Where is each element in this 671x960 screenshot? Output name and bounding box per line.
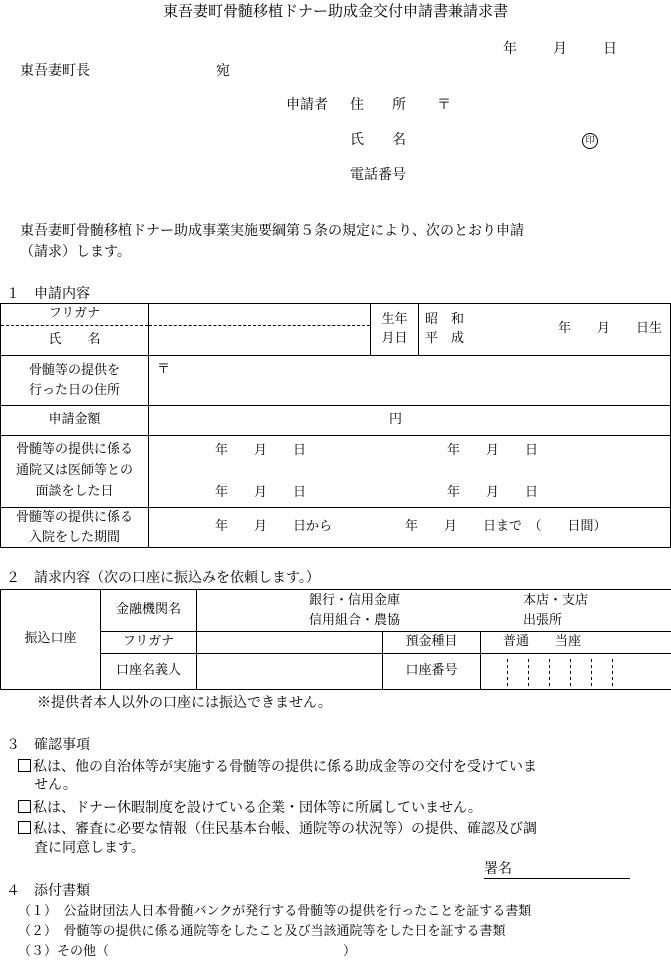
addressee-name: 東吾妻町長 [20, 63, 90, 79]
application-table [0, 303, 671, 548]
visit-label: 骨髄等の提供に係る 通院又は医師等との 面談をした日 [1, 436, 149, 508]
applicant-seal: 印 [582, 132, 598, 149]
applicant-name-label: 氏 名 [350, 132, 406, 148]
confirm-item-1-cont: せん。 [34, 777, 77, 793]
account-number-field[interactable] [481, 654, 671, 690]
address-label: 骨髄等の提供を 行った日の住所 [1, 356, 149, 406]
name-field[interactable] [149, 326, 371, 356]
visit-date-4[interactable]: 年 月 日 [447, 485, 539, 500]
holder-label: 口座名義人 [101, 654, 197, 690]
name-label: 氏 名 [1, 326, 149, 356]
signature-line[interactable] [484, 862, 630, 879]
attachment-1: （１） 公益財団法人日本骨髄バンクが発行する骨髄等の提供を行ったことを証する書類 [18, 904, 532, 919]
confirm-item-3[interactable]: 私は、審査に必要な情報（住民基本台帳、通院等の状況等）の提供、確認及び調 [18, 821, 537, 836]
bank-type-1: 銀行・信用金庫 [309, 593, 401, 608]
stay-label: 骨髄等の提供に係る 入院をした期間 [1, 508, 149, 548]
account-label: 振込口座 [1, 590, 101, 690]
amount-unit: 円 [389, 412, 403, 428]
checkbox-1[interactable] [18, 759, 31, 772]
checkbox-3[interactable] [18, 821, 31, 834]
signature-label: 署名 [484, 861, 512, 877]
date-month: 月 [553, 41, 567, 57]
visit-date-3[interactable]: 年 月 日 [215, 485, 307, 500]
confirm-item-3-cont: 査に同意します。 [34, 840, 145, 856]
birth-date[interactable]: 年 月 日生 [471, 304, 671, 356]
date-year: 年 [503, 41, 517, 57]
account-furigana-field[interactable] [197, 632, 383, 654]
stay-period[interactable] [149, 508, 671, 548]
bank-field[interactable] [197, 590, 671, 632]
attachment-3[interactable]: （３）その他（ ） [18, 944, 357, 959]
visit-date-2[interactable]: 年 月 日 [447, 443, 539, 458]
confirm-item-1[interactable]: 私は、他の自治体等が実施する骨髄等の提供に係る助成金等の交付を受けていま [18, 759, 537, 774]
account-table [0, 589, 671, 690]
postal-mark: 〒 [157, 362, 171, 377]
intro-line1: 東吾妻町骨髄移植ドナー助成事業実施要綱第５条の規定により、次のとおり申請 [20, 223, 524, 239]
section1-heading: １ 申請内容 [6, 286, 90, 302]
amount-field[interactable] [149, 406, 671, 436]
applicant-postal-mark: 〒 [437, 97, 451, 113]
addressee-suffix: 宛 [216, 63, 230, 79]
number-label: 口座番号 [383, 654, 481, 690]
applicant-phone-label: 電話番号 [350, 167, 406, 183]
address-field[interactable] [149, 356, 671, 406]
era-options[interactable]: 昭 和 平 成 [419, 304, 471, 356]
applicant-address-label: 住 所 [350, 97, 406, 113]
visit-dates[interactable] [149, 436, 671, 508]
account-furigana-label: フリガナ [101, 632, 197, 654]
stay-to[interactable]: 年 月 日まで （ 日間） [405, 519, 607, 534]
applicant-label: 申請者 [286, 97, 328, 113]
checkbox-2[interactable] [18, 800, 31, 813]
holder-field[interactable] [197, 654, 383, 690]
birth-label: 生年 月日 [371, 304, 419, 356]
branch-1: 本店・支店 [523, 593, 589, 608]
section3-heading: ３ 確認事項 [6, 737, 90, 753]
visit-date-1[interactable]: 年 月 日 [215, 443, 307, 458]
furigana-label: フリガナ [1, 304, 149, 326]
bank-type-2: 信用組合・農協 [309, 613, 401, 628]
deposit-types[interactable]: 普通 当座 [481, 632, 671, 654]
document-title: 東吾妻町骨髄移植ドナー助成金交付申請書兼請求書 [162, 2, 508, 20]
account-number-digit-dividers [487, 658, 617, 686]
furigana-field[interactable] [149, 304, 371, 326]
intro-line2: （請求）します。 [20, 244, 131, 260]
branch-2: 出張所 [523, 613, 563, 628]
amount-label: 申請金額 [1, 406, 149, 436]
section4-heading: ４ 添付書類 [6, 883, 90, 899]
account-note: ※提供者本人以外の口座には振込できません。 [37, 695, 332, 711]
attachment-2: （２） 骨髄等の提供に係る通院等をしたこと及び当該通院等をした日を証する書類 [18, 924, 506, 939]
date-day: 日 [603, 41, 617, 57]
stay-from[interactable]: 年 月 日から [215, 519, 333, 534]
section2-heading: ２ 請求内容（次の口座に振込みを依頼します。） [6, 570, 320, 586]
bank-label: 金融機関名 [101, 590, 197, 632]
deposit-type-label: 預金種目 [383, 632, 481, 654]
confirm-item-2[interactable]: 私は、ドナー休暇制度を設けている企業・団体等に所属していません。 [18, 800, 482, 815]
